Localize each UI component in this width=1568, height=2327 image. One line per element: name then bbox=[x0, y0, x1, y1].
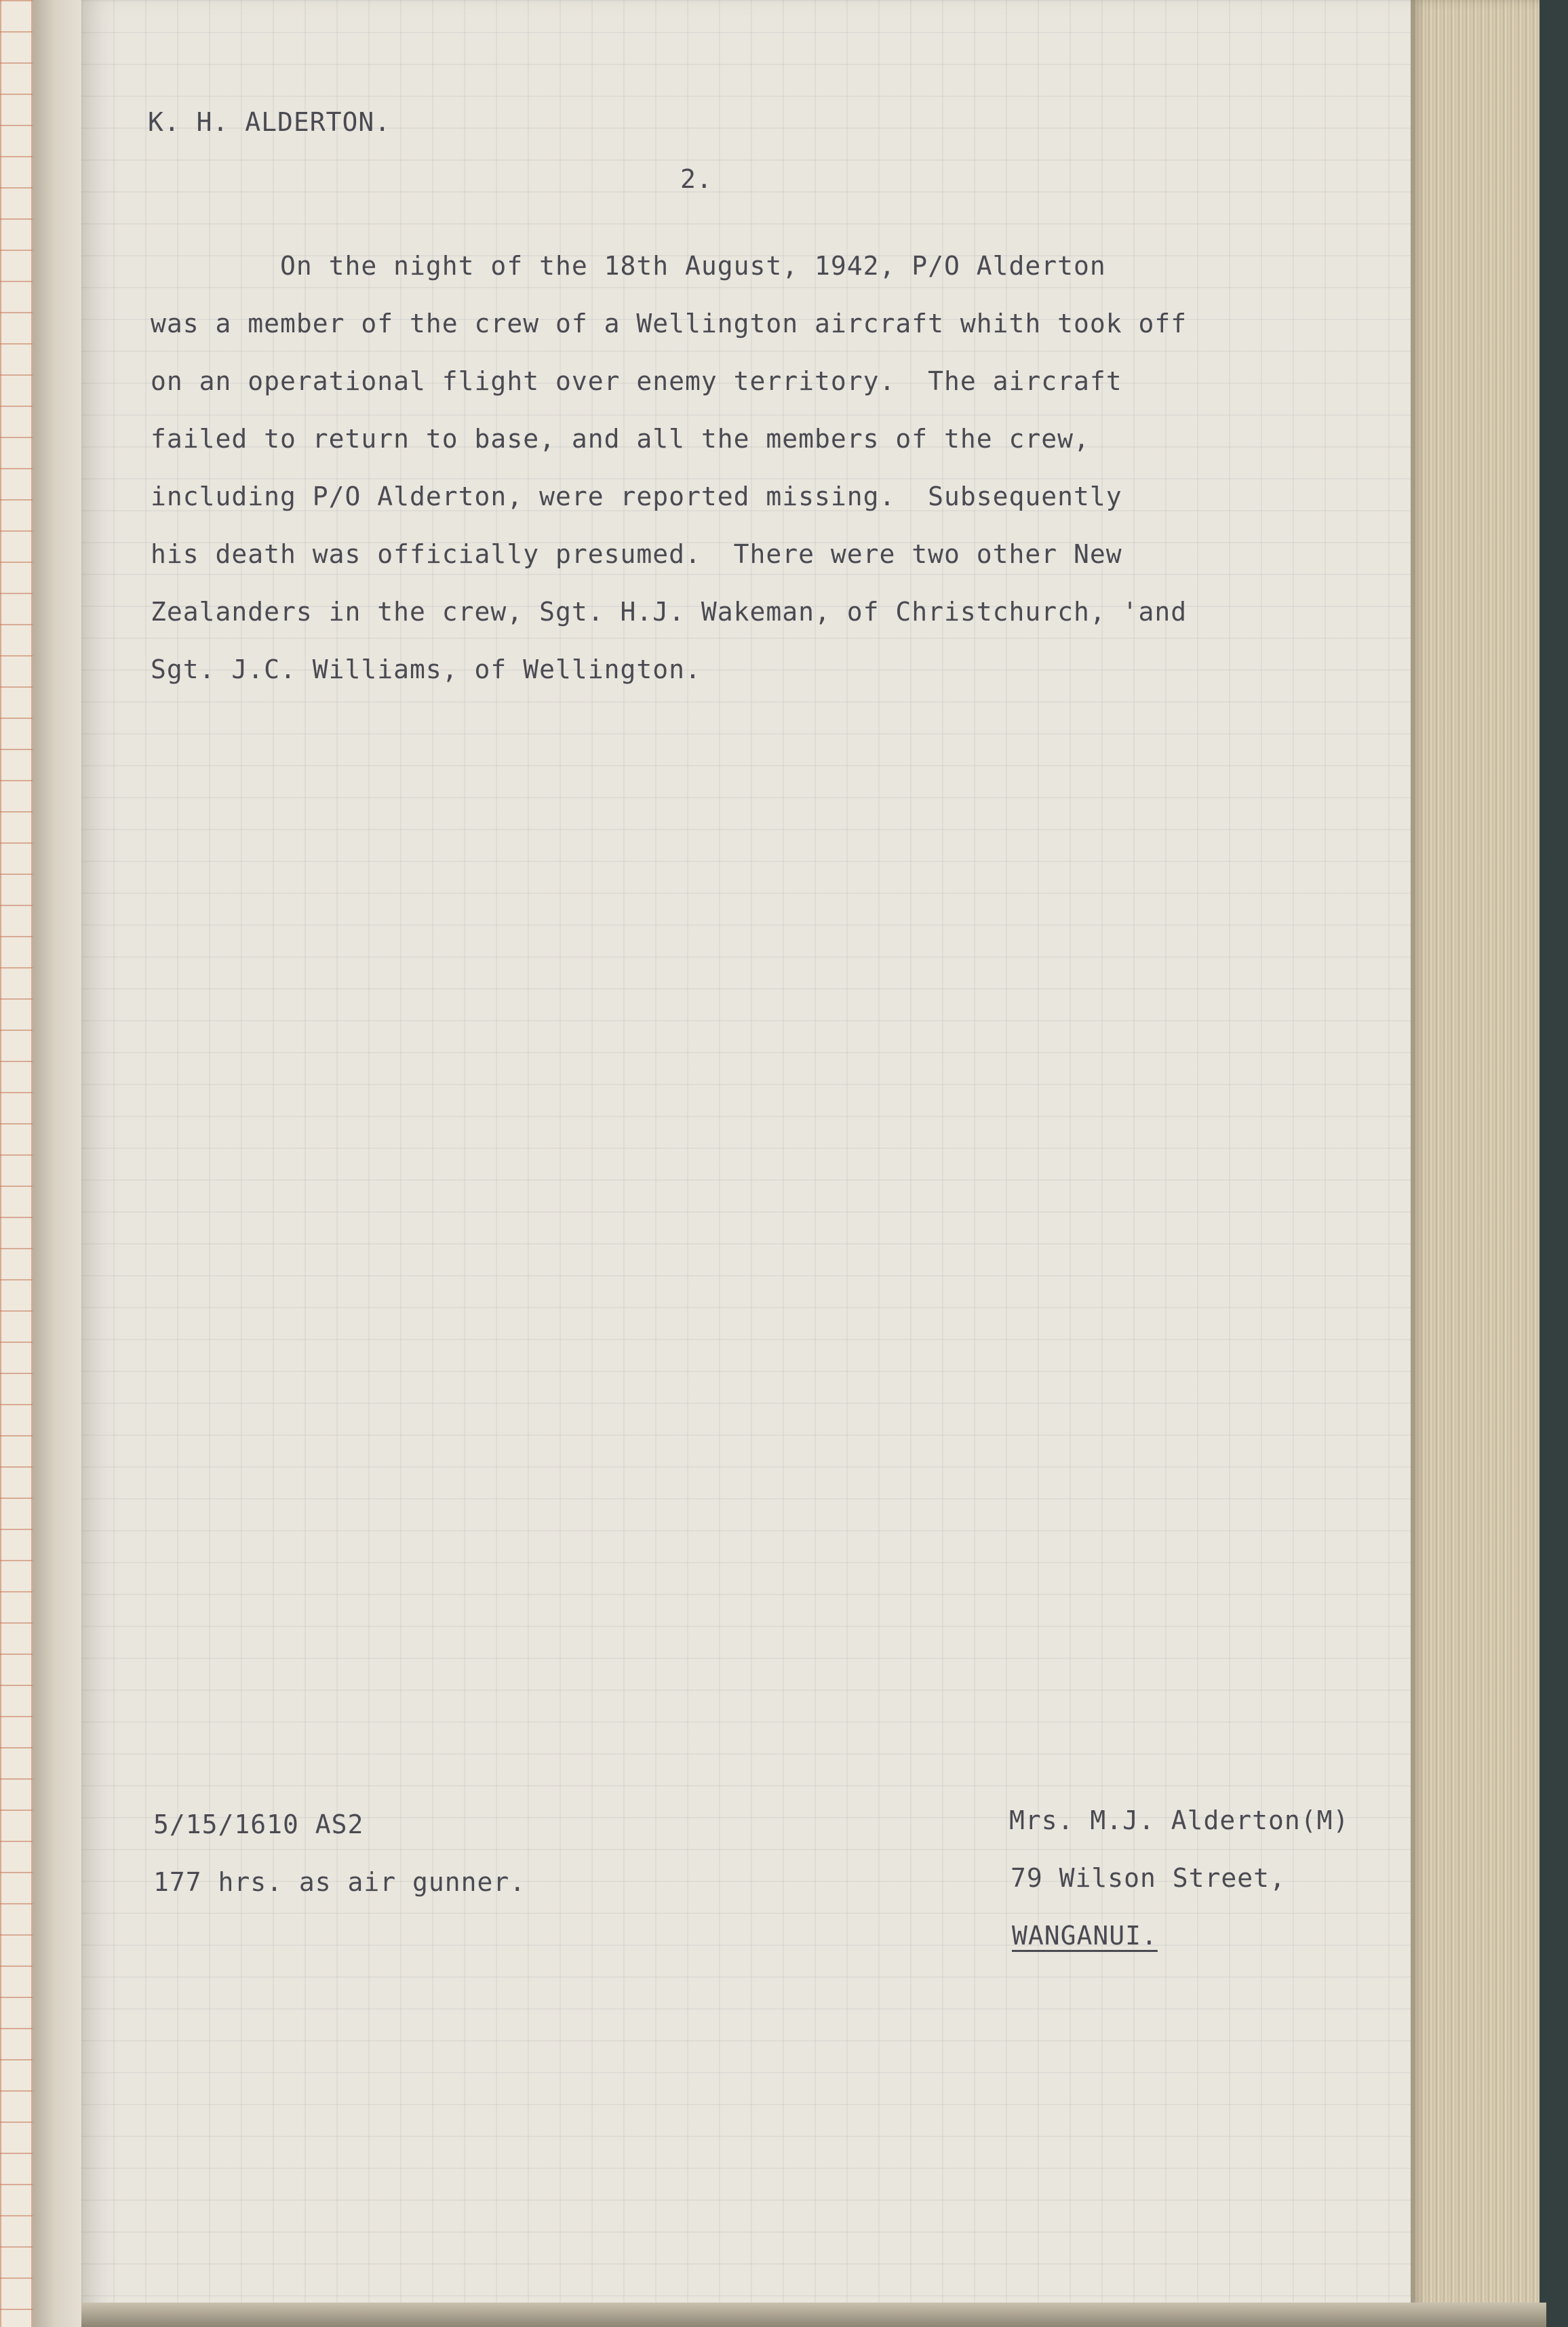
body-line: including P/O Alderton, were reported missing. Subsequently bbox=[151, 482, 1122, 511]
header-name: K. H. ALDERTON. bbox=[148, 107, 391, 137]
book-cover bbox=[1540, 0, 1568, 2327]
file-reference: 5/15/1610 AS2 bbox=[153, 1810, 364, 1839]
document-page bbox=[81, 0, 1411, 2327]
flight-hours: 177 hrs. as air gunner. bbox=[153, 1867, 526, 1897]
body-line: was a member of the crew of a Wellington aircraft whith took off bbox=[151, 309, 1188, 338]
body-line: Zealanders in the crew, Sgt. H.J. Wakeman, of Christchurch, 'and bbox=[151, 597, 1188, 627]
body-line: on an operational flight over enemy territory. The aircraft bbox=[151, 366, 1122, 396]
book-gutter bbox=[33, 0, 87, 2327]
address-city: WANGANUI. bbox=[1012, 1921, 1158, 1951]
facing-page-edge bbox=[0, 0, 35, 2327]
page-number: 2. bbox=[680, 164, 713, 194]
stacked-page-edges bbox=[1411, 0, 1546, 2327]
body-line: his death was officially presumed. There were two other New bbox=[151, 539, 1122, 569]
addressee-name: Mrs. M.J. Alderton(M) bbox=[1009, 1805, 1350, 1835]
address-street: 79 Wilson Street, bbox=[1011, 1863, 1286, 1893]
body-line: On the night of the 18th August, 1942, P/O Alderton bbox=[151, 251, 1106, 281]
page-bottom-edge bbox=[81, 2303, 1546, 2327]
body-line: Sgt. J.C. Williams, of Wellington. bbox=[151, 654, 701, 684]
body-line: failed to return to base, and all the members of the crew, bbox=[151, 424, 1090, 454]
